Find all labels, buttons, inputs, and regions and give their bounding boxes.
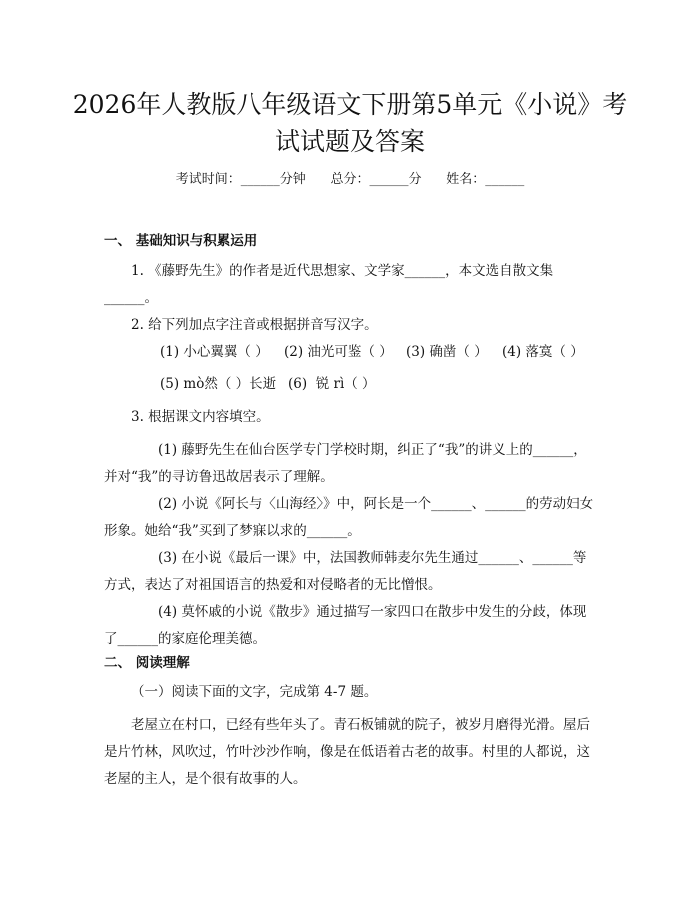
q2-option-6: (6) 锐 rì（ ）: [288, 376, 376, 392]
q3-item-3: (3) 在小说《最后一课》中，法国教师韩麦尔先生通过______、______等方式，表达了对祖国语言的热爱和对侵略者的无比憎恨。: [104, 550, 587, 593]
section-heading-basic: 一、 基础知识与积累运用: [104, 233, 258, 249]
reading-intro: （一）阅读下面的文字，完成第 4-7 题。: [131, 684, 378, 700]
q3-item-4: (4) 莫怀戚的小说《散步》通过描写一家四口在散步中发生的分歧，体现了______的家庭伦理美德。: [104, 604, 587, 647]
q3-item-1: (1) 藤野先生在仙台医学专门学校时期，纠正了“我”的讲义上的______，并对“我”的寻访鲁迅故居表示了理解。: [104, 442, 587, 485]
question-2: 2. 给下列加点字注音或根据拼音写汉字。: [131, 317, 378, 333]
question-1: 1. 《藤野先生》的作者是近代思想家、文学家______，本文选自散文集______。: [104, 263, 554, 306]
page-title: 2026年人教版八年级语文下册第5单元《小说》考试试题及答案: [72, 90, 628, 156]
section-heading-reading: 二、 阅读理解: [104, 655, 190, 671]
exam-info-line: 考试时间：______分钟 总分：______分 姓名：______: [175, 172, 525, 187]
q2-option-4: (4) 落寞（ ）: [502, 344, 584, 360]
q2-option-3: (3) 确凿（ ）: [406, 344, 488, 360]
q2-option-2: (2) 油光可鉴（ ）: [284, 344, 393, 360]
reading-passage: 老屋立在村口，已经有些年头了。青石板铺就的院子，被岁月磨得光滑。屋后是片竹林，风吹过，竹叶沙沙作响，像是在低语着古老的故事。村里的人都说，这老屋的主人，是个很有故事的人。: [104, 717, 590, 787]
question-3: 3. 根据课文内容填空。: [131, 409, 270, 425]
q3-item-2: (2) 小说《阿长与〈山海经〉》中，阿长是一个______、______的劳动妇女形象。她给“我”买到了梦寐以求的______。: [104, 496, 594, 539]
q2-option-1: (1) 小心翼翼（ ）: [160, 344, 269, 360]
q2-option-5: (5) mò然（ ）长逝: [160, 376, 277, 392]
